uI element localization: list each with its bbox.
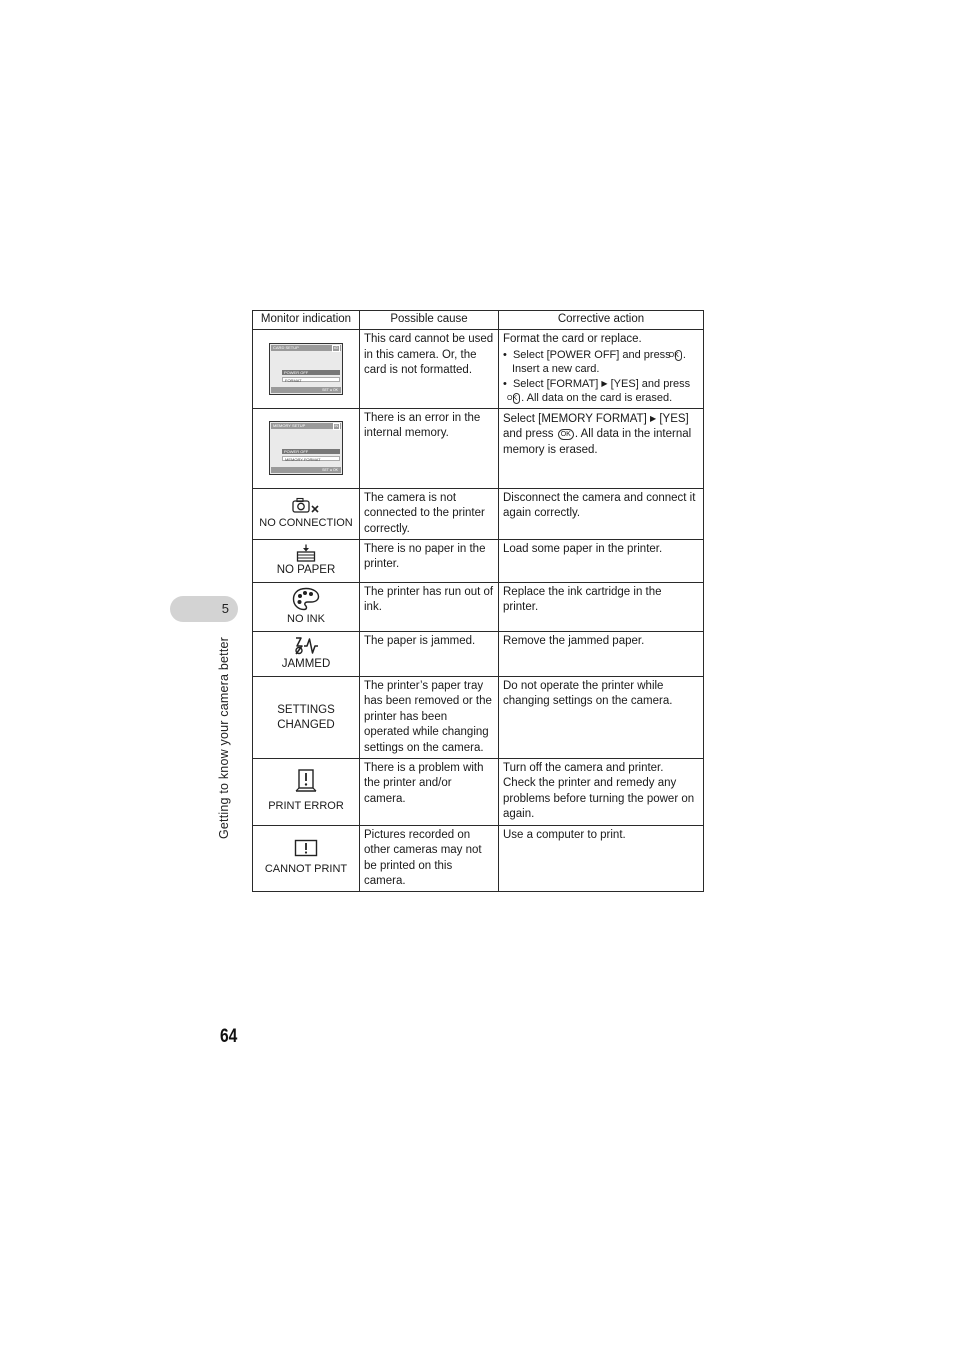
cause-cell: Pictures recorded on other cameras may not be printed on this camera.	[360, 825, 499, 892]
monitor-label: NO CONNECTION	[259, 516, 353, 529]
monitor-label: JAMMED	[281, 657, 331, 670]
arrow-right-icon: ▶	[649, 413, 657, 423]
monitor-cell	[253, 583, 360, 632]
cannot-print-icon	[294, 839, 318, 857]
lcd-item-format: FORMAT	[282, 377, 340, 382]
ok-button-icon: OK	[513, 393, 520, 404]
lcd-item-power-off: POWER OFF	[282, 370, 340, 375]
table-row	[253, 330, 704, 408]
cause-cell: The camera is not connected to the printer correctly.	[360, 488, 499, 539]
lcd-item-memory-format: MEMORY FORMAT	[282, 456, 340, 461]
monitor-cell	[253, 488, 360, 539]
action-cell: Use a computer to print.	[499, 825, 704, 892]
no-paper-icon	[295, 544, 317, 562]
monitor-label: SETTINGS CHANGED	[277, 703, 335, 732]
table-row	[253, 759, 704, 826]
header-monitor: Monitor indication	[253, 311, 360, 330]
monitor-cell	[253, 632, 360, 677]
monitor-label: NO INK	[287, 612, 325, 625]
ok-button-icon: OK	[558, 429, 574, 440]
lcd-footer: SET ● OK	[271, 387, 341, 393]
action-cell: Turn off the camera and printer. Check the printer and remedy any problems before turning the power on again.	[499, 759, 704, 826]
table-row	[253, 583, 704, 632]
monitor-label: PRINT ERROR	[268, 800, 344, 813]
action-bullet-1: • Select [POWER OFF] and press OK . Insert a new card.	[503, 348, 686, 376]
lcd-title: MEMORY SETUP	[271, 423, 341, 429]
monitor-cell	[253, 408, 360, 488]
table-row	[253, 825, 704, 892]
lcd-footer: SET ● OK	[271, 467, 341, 473]
action-cell: Do not operate the printer while changing settings on the camera.	[499, 677, 704, 759]
table-row	[253, 677, 704, 759]
chapter-number: 5	[221, 601, 229, 616]
lcd-item-power-off: POWER OFF	[282, 449, 340, 454]
table-row	[253, 488, 704, 539]
action-cell: Remove the jammed paper.	[499, 632, 704, 677]
cause-cell: The printer’s paper tray has been removed or the printer has been operated while changing settings on the camera.	[360, 677, 499, 759]
monitor-cell	[253, 330, 360, 408]
ok-button-icon: OK	[675, 350, 682, 361]
action-main: Format the card or replace.	[503, 333, 642, 346]
lcd-tag: IN	[334, 424, 338, 429]
page-number: 64	[220, 1026, 238, 1047]
monitor-cell	[253, 825, 360, 892]
cause-cell: There is an error in the internal memory.	[360, 408, 499, 488]
table-header-row	[253, 311, 704, 330]
paper-jam-icon	[293, 636, 319, 656]
action-cell	[499, 330, 704, 408]
table-row	[253, 408, 704, 488]
chapter-title: Getting to know your camera better	[217, 636, 231, 840]
troubleshooting-table	[252, 310, 704, 892]
monitor-label: CANNOT PRINT	[264, 863, 348, 876]
lcd-tag: xD	[333, 346, 338, 351]
header-cause: Possible cause	[360, 311, 499, 330]
action-cell: Disconnect the camera and connect it again correctly.	[499, 488, 704, 539]
monitor-label: NO PAPER	[276, 563, 336, 576]
memory-setup-screen	[269, 421, 343, 475]
monitor-cell	[253, 540, 360, 583]
print-error-icon	[295, 769, 317, 793]
ink-palette-icon	[292, 587, 320, 611]
cause-cell: There is no paper in the printer.	[360, 540, 499, 583]
table-row	[253, 632, 704, 677]
cause-cell: There is a problem with the printer and/or camera.	[360, 759, 499, 826]
camera-no-connection-icon	[291, 497, 321, 515]
card-setup-screen	[269, 343, 343, 395]
monitor-cell	[253, 677, 360, 759]
header-action: Corrective action	[499, 311, 704, 330]
cause-cell: The printer has run out of ink.	[360, 583, 499, 632]
action-bullet-2: • Select [FORMAT] ▶ [YES] and press OK . All data on the card is erased.	[503, 377, 691, 405]
action-cell: Select [MEMORY FORMAT] ▶ [YES] and press OK . All data in the internal memory is erased.	[499, 408, 704, 488]
arrow-right-icon: ▶	[601, 378, 608, 388]
action-cell: Replace the ink cartridge in the printer.	[499, 583, 704, 632]
cause-cell: This card cannot be used in this camera. Or, the card is not formatted.	[360, 330, 499, 408]
lcd-title: CARD SETUP	[271, 345, 341, 351]
cause-cell: The paper is jammed.	[360, 632, 499, 677]
table-row	[253, 540, 704, 583]
action-cell: Load some paper in the printer.	[499, 540, 704, 583]
monitor-cell	[253, 759, 360, 826]
